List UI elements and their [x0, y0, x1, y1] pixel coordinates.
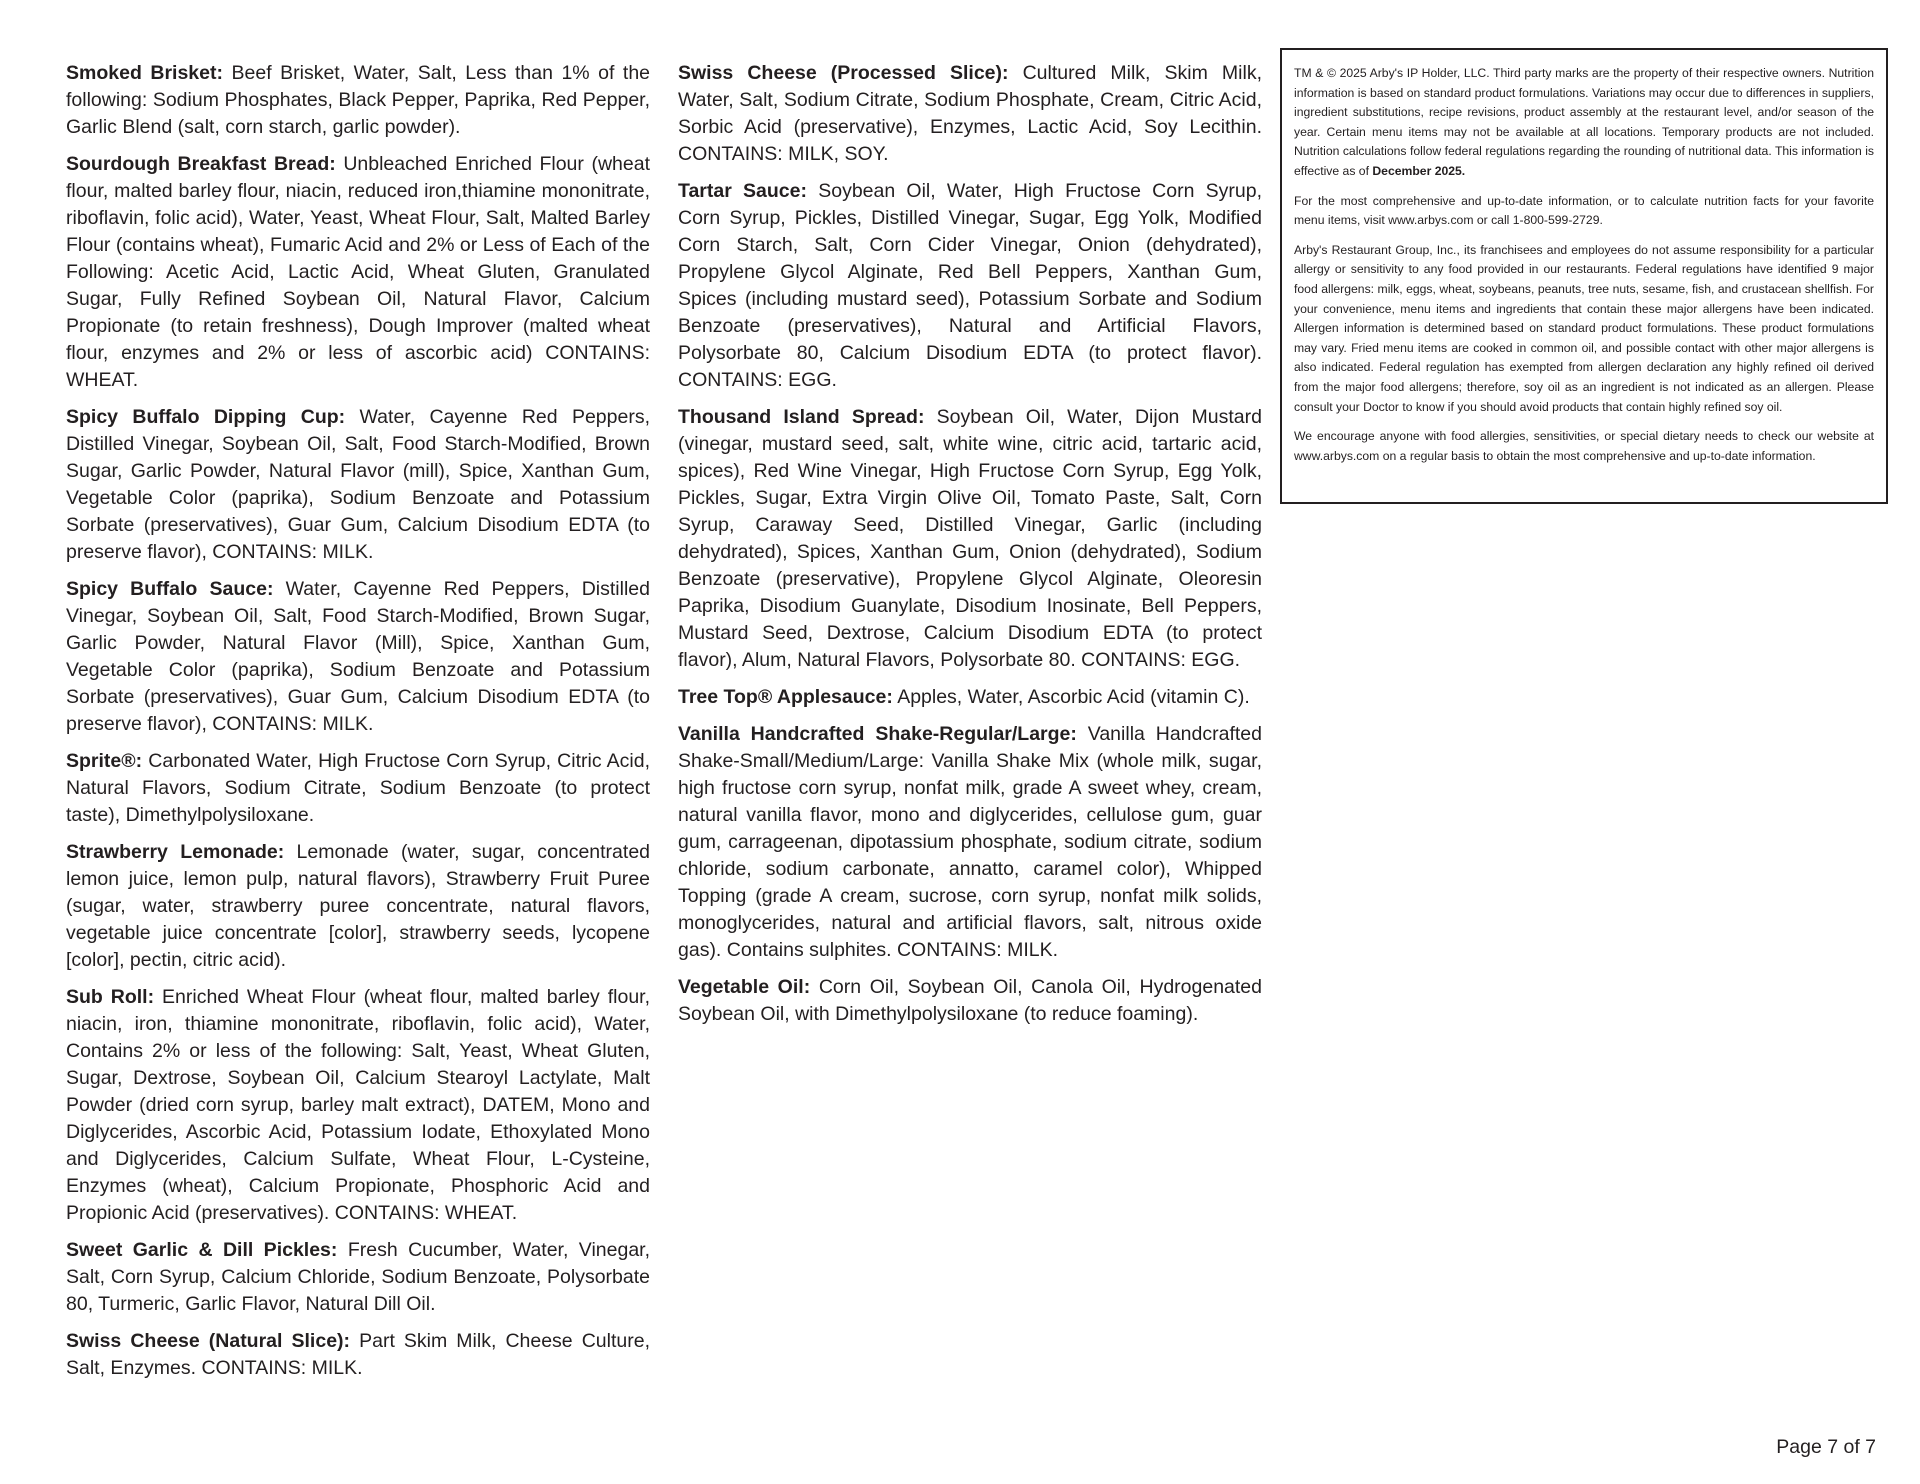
- ingredient-entry: [66, 60, 650, 141]
- ingredients-column-left: [66, 60, 650, 1392]
- ingredient-text: Apples, Water, Ascorbic Acid (vitamin C).: [897, 686, 1250, 708]
- legal-notice-text: TM & © 2025 Arby's IP Holder, LLC. Third party marks are the property of their respective owners. Nutrition information is based on standard product formulations. Variations may occur due to differences in suppliers, ingredient substitutions, recipe revisions, product assembly at the restaurant level, and/or season of the year. Certain menu items may not be available at all locations. Temporary products are not included. Nutrition calculations follow federal regulations regarding the rounding of nutritional data. This information is effective as of: [1294, 66, 1874, 178]
- ingredient-text: Vanilla Handcrafted Shake-Small/Medium/Large: Vanilla Shake Mix (whole milk, sugar, high fructose corn syrup, nonfat milk, grade A sweet whey, cream, natural vanilla flavor, mono and diglycerides, cellulose gum, guar gum, carrageenan, dipotassium phosphate, sodium citrate, sodium chloride, sodium carbonate, annatto, caramel color), Whipped Topping (grade A cream, sucrose, corn syrup, nonfat milk solids, monoglycerides, natural and artificial flavors, salt, nitrous oxide gas). Contains sulphites. CONTAINS: MILK.: [678, 723, 1262, 961]
- ingredient-text: Water, Cayenne Red Peppers, Distilled Vinegar, Soybean Oil, Salt, Food Starch-Modified, Brown Sugar, Garlic Powder, Natural Flavor (Mill), Spice, Xanthan Gum, Vegetable Color (paprika), Sodium Benzoate and Potassium Sorbate (preservatives), Guar Gum, Calcium Disodium EDTA (to preserve flavor), CONTAINS: MILK.: [66, 578, 650, 735]
- ingredient-text: Fresh Cucumber, Water, Vinegar, Salt, Corn Syrup, Calcium Chloride, Sodium Benzoate, Polysorbate 80, Turmeric, Garlic Flavor, Natural Dill Oil.: [66, 1239, 650, 1315]
- ingredient-name: Spicy Buffalo Dipping Cup:: [66, 406, 346, 428]
- ingredient-name: Sub Roll:: [66, 986, 155, 1008]
- ingredient-entry: [66, 748, 650, 829]
- ingredient-name: Strawberry Lemonade:: [66, 841, 285, 863]
- ingredient-text: Part Skim Milk, Cheese Culture, Salt, Enzymes. CONTAINS: MILK.: [66, 1330, 650, 1379]
- ingredient-entry: [678, 684, 1262, 711]
- page-number: Page 7 of 7: [1776, 1436, 1876, 1458]
- ingredient-entry: [678, 721, 1262, 964]
- ingredient-entry: [66, 1328, 650, 1382]
- ingredient-name: Vanilla Handcrafted Shake-Regular/Large:: [678, 723, 1077, 745]
- ingredient-name: Swiss Cheese (Natural Slice):: [66, 1330, 351, 1352]
- ingredient-entry: [66, 576, 650, 738]
- ingredient-text: Corn Oil, Soybean Oil, Canola Oil, Hydrogenated Soybean Oil, with Dimethylpolysiloxane (to reduce foaming).: [678, 976, 1262, 1025]
- ingredient-entry: [66, 404, 650, 566]
- ingredient-text: Cultured Milk, Skim Milk, Water, Salt, Sodium Citrate, Sodium Phosphate, Cream, Citric Acid, Sorbic Acid (preservative), Enzymes, Lactic Acid, Soy Lecithin. CONTAINS: MILK, SOY.: [678, 62, 1262, 165]
- ingredient-name: Thousand Island Spread:: [678, 406, 925, 428]
- ingredient-name: Swiss Cheese (Processed Slice):: [678, 62, 1009, 84]
- ingredient-entry: [678, 178, 1262, 394]
- ingredient-text: Soybean Oil, Water, Dijon Mustard (vinegar, mustard seed, salt, white wine, citric acid, tartaric acid, spices), Red Wine Vinegar, High Fructose Corn Syrup, Egg Yolk, Pickles, Sugar, Extra Virgin Olive Oil, Tomato Paste, Salt, Corn Syrup, Caraway Seed, Distilled Vinegar, Garlic (including dehydrated), Spices, Xanthan Gum, Onion (dehydrated), Sodium Benzoate (preservative), Propylene Glycol Alginate, Oleoresin Paprika, Disodium Guanylate, Disodium Inosinate, Bell Peppers, Mustard Seed, Dextrose, Calcium Disodium EDTA (to protect flavor), Alum, Natural Flavors, Polysorbate 80. CONTAINS: EGG.: [678, 406, 1262, 671]
- effective-date: December 2025.: [1372, 163, 1466, 178]
- ingredient-text: Lemonade (water, sugar, concentrated lemon juice, lemon pulp, natural flavors), Strawberry Fruit Puree (sugar, water, strawberry puree concentrate, natural flavors, vegetable juice concentrate [color], strawberry seeds, lycopene [color], pectin, citric acid).: [66, 841, 651, 971]
- ingredient-text: Enriched Wheat Flour (wheat flour, malted barley flour, niacin, iron, thiamine mononitrate, riboflavin, folic acid), Water, Contains 2% or less of the following: Salt, Yeast, Wheat Gluten, Sugar, Dextrose, Soybean Oil, Calcium Stearoyl Lactylate, Malt Powder (dried corn syrup, barley malt extract), DATEM, Mono and Diglycerides, Ascorbic Acid, Potassium Iodate, Ethoxylated Mono and Diglycerides, Calcium Sulfate, Wheat Flour, L-Cysteine, Enzymes (wheat), Calcium Propionate, Phosphoric Acid and Propionic Acid (preservatives). CONTAINS: WHEAT.: [66, 986, 651, 1224]
- ingredient-text: Beef Brisket, Water, Salt, Less than 1% of the following: Sodium Phosphates, Black Pepper, Paprika, Red Pepper, Garlic Blend (salt, corn starch, garlic powder).: [66, 62, 651, 138]
- ingredient-entry: [678, 974, 1262, 1028]
- ingredient-name: Sweet Garlic & Dill Pickles:: [66, 1239, 338, 1261]
- ingredient-name: Tree Top® Applesauce:: [678, 686, 893, 708]
- ingredient-text: Carbonated Water, High Fructose Corn Syrup, Citric Acid, Natural Flavors, Sodium Citrate, Sodium Benzoate (to protect taste), Dimethylpolysiloxane.: [66, 750, 650, 826]
- allergen-disclaimer-paragraph: Arby's Restaurant Group, Inc., its franchisees and employees do not assume responsibility for a particular allergy or sensitivity to any food provided in our restaurants. Federal regulations have identified 9 major food allergens: milk, eggs, wheat, soybeans, peanuts, tree nuts, sesame, fish, and crustacean shellfish. For your convenience, menu items and ingredients that contain these major allergens have been indicated. Allergen information is determined based on standard product formulations. These product formulations may vary. Fried menu items are cooked in common oil, and possible contact with other major allergens is also indicated. Federal regulation has exempted from allergen declaration any highly refined oil derived from the major food allergens; therefore, soy oil as an ingredient is not indicated as an allergen. Please consult your Doctor to know if you should avoid products that contain highly refined soy oil.: [1294, 242, 1874, 414]
- legal-notice-paragraph: [1294, 64, 1874, 182]
- ingredient-name: Smoked Brisket:: [66, 62, 223, 84]
- ingredient-name: Vegetable Oil:: [678, 976, 811, 998]
- ingredient-entry: [678, 60, 1262, 168]
- ingredient-name: Tartar Sauce:: [678, 180, 807, 202]
- ingredients-column-middle: [678, 60, 1262, 1038]
- legal-notice-box: [1280, 48, 1888, 504]
- ingredient-entry: [66, 984, 650, 1227]
- ingredient-name: Spicy Buffalo Sauce:: [66, 578, 274, 600]
- website-encouragement-paragraph: We encourage anyone with food allergies, sensitivities, or special dietary needs to check our website at www.arbys.com on a regular basis to obtain the most comprehensive and up-to-date information.: [1294, 429, 1874, 463]
- ingredient-name: Sprite®:: [66, 750, 143, 772]
- ingredient-text: Soybean Oil, Water, High Fructose Corn Syrup, Corn Syrup, Pickles, Distilled Vinegar, Sugar, Egg Yolk, Modified Corn Starch, Salt, Corn Cider Vinegar, Onion (dehydrated), Propylene Glycol Alginate, Red Bell Peppers, Xanthan Gum, Spices (including mustard seed), Potassium Sorbate and Sodium Benzoate (preservatives), Natural and Artificial Flavors, Polysorbate 80, Calcium Disodium EDTA (to protect flavor). CONTAINS: EGG.: [678, 180, 1262, 391]
- ingredient-name: Sourdough Breakfast Bread:: [66, 153, 336, 175]
- ingredient-entry: [66, 151, 650, 394]
- ingredient-entry: [66, 1237, 650, 1318]
- ingredient-entry: [678, 404, 1262, 674]
- nutrition-info-paragraph: For the most comprehensive and up-to-date information, or to calculate nutrition facts for your favorite menu items, visit www.arbys.com or call 1-800-599-2729.: [1294, 193, 1874, 228]
- ingredient-entry: [66, 839, 650, 974]
- ingredient-text: Water, Cayenne Red Peppers, Distilled Vinegar, Soybean Oil, Salt, Food Starch-Modified, Brown Sugar, Garlic Powder, Natural Flavor (mill), Spice, Xanthan Gum, Vegetable Color (paprika), Sodium Benzoate and Potassium Sorbate (preservatives), Guar Gum, Calcium Disodium EDTA (to preserve flavor), CONTAINS: MILK.: [66, 406, 651, 563]
- ingredient-text: Unbleached Enriched Flour (wheat flour, malted barley flour, niacin, reduced iron,thiamine mononitrate, riboflavin, folic acid), Water, Yeast, Wheat Flour, Salt, Malted Barley Flour (contains wheat), Fumaric Acid and 2% or Less of Each of the Following: Acetic Acid, Lactic Acid, Wheat Gluten, Granulated Sugar, Fully Refined Soybean Oil, Natural Flavor, Calcium Propionate (to retain freshness), Dough Improver (malted wheat flour, enzymes and 2% or less of ascorbic acid) CONTAINS: WHEAT.: [66, 153, 650, 391]
